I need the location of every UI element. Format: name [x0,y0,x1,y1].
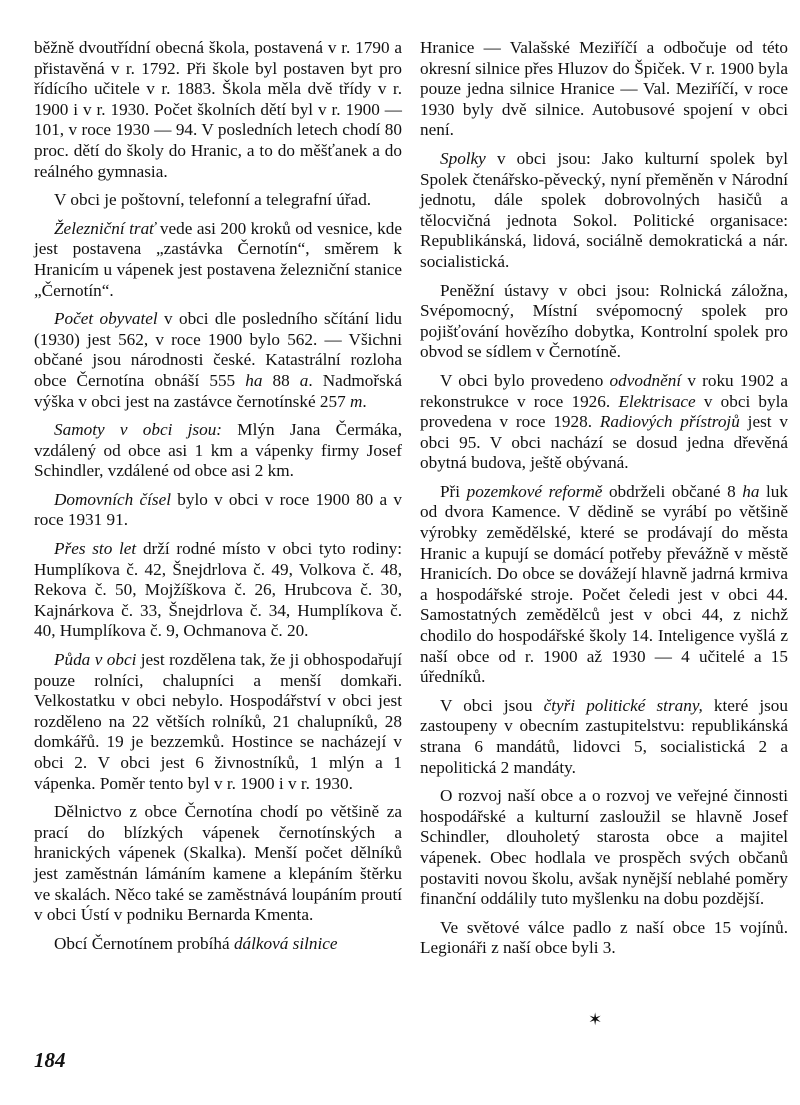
paragraph: Domovních čísel bylo v obci v roce 1900 80 a v roce 1931 91. [34,489,403,530]
paragraph: O rozvoj naší obce a o rozvoj ve veřejné činnosti hospodářské a kulturní zasloužil se hlavně Josef Schindler, dlouholetý starosta obce a majitel vápenek. Obec hodlala ve prospěch svých občanů postaviti novou školu, avšak nynější neblahé poměry finanční oddálily tuto myšlenku na dobu pozdější. [420,786,788,909]
paragraph: V obci bylo provedeno odvodnění v roku 1902 a rekonstrukce v roce 1926. Elektrisace v obci byla provedena v roce 1928. Radiových přístrojů jest v obci 95. V obci nachází se dosud jedna dřevěná obytná budova, ještě obývaná. [420,370,789,473]
paragraph: Přes sto let drží rodné místo v obci tyto rodiny: Humplíkova č. 42, Šnejdrlova č. 49, Volkova č. 48, Rekova č. 50, Mojžíškova č. 26, Hrubcova č. 30, Kajnárkova č. 33, Šnejdrlova č. 34, Humplíkova č. 40, Humplíkova č. 9, Ochmanova č. 20. [34,539,402,641]
paragraph: Peněžní ústavy v obci jsou: Rolnická záložna, Svépomocný, Místní svépomocný spolek pro pojišťování hovězího dobytka, Kontrolní spolek pro obvod se sídlem v Černotíně. [420,280,788,362]
paragraph: Počet obyvatel v obci dle posledního sčítání lidu (1930) jest 562, v roce 1900 bylo 562. — Všichni občané jsou národnosti české. Katastrální rozloha obce Černotína obnáší 555 ha 88 a. Nadmořská výška v obci jest na zastávce černotínské 257 m. [34,309,403,411]
paragraph: Dělnictvo z obce Černotína chodí po většině za prací do blízkých vápenek černotínských a hranických vápenek (Skalka). Menší počet dělníků jest zaměstnán lámáním kamene a klepáním štěrku ve skalách. Něco také se zaměstnává loupáním proutí v obci Ústí v podniku Bernarda Kmenta. [34,802,402,925]
paragraph: V obci jsou čtyři politické strany, které jsou zastoupeny v obecním zastupitelstvu: republikánská strana 6 mandátů, lidovci 5, socialistická 2 a nepolitická 2 mandáty. [420,695,788,777]
paragraph: V obci je poštovní, telefonní a telegrafní úřad. [54,190,372,210]
page-number: 184 [34,1048,66,1072]
paragraph: Při pozemkové reformě obdrželi občané 8 ha luk od dvora Kamence. V dědině se vyrábí po většině výrobky zemědělské, které se prodávají do města Hranic a kupují se domácí potřeby převážně v městě Hranicích. Do obce se dovážejí hlavně jadrná krmiva a hospodářské stroje. Počet čeledi jest v obci 44. Samostatných zemědělců jest v obci 44, z nichž chodilo do hospodářské školy 14. Inteligence vyšlá z naší obce od r. 1900 až 1930 — 4 učitelé a 15 úředníků. [420,481,788,687]
paragraph: Půda v obci jest rozdělena tak, že ji obhospodařují pouze rolníci, chalupníci a menší domkaři. Velkostatku v obci nebylo. Hospodářství v obci jest rozděleno na 22 větších rolníků, 21 chalupníků, 28 domkářů. 19 je bezzemků. Hostince se nacházejí v obci 2. V obci jest 6 živnostníků, 1 mlýn a 1 vápenka. Poměr tento byl v r. 1900 i v r. 1930. [34,650,402,793]
paragraph: běžně dvoutřídní obecná škola, postavená v r. 1790 a přistavěná v r. 1792. Při škole byl postaven byt pro řídícího učitele v r. 1883. Škola měla dvě třídy v r. 1900 i v r. 1930. Počet školních dětí byl v r. 1900 — 101, v roce 1930 — 94. V posledních letech chodí 80 proc. dětí do školy do Hranic, a to do měšťanek a do reálného gymnasia. [34,38,402,181]
paragraph: Hranice — Valašské Meziříčí a odbočuje od této okresní silnice přes Hluzov do Špiček. V r. 1900 byla pouze jedna silnice Hranice — Val. Meziříčí, v roce 1930 byly dvě silnice. Autobusové spojení v obci není. [420,38,788,140]
paragraph: Ve světové válce padlo z naší obce 15 vojínů. Legionáři z naší obce byli 3. [420,917,788,958]
left-text-column [34,38,402,962]
paragraph: Železniční trať vede asi 200 kroků od vesnice, kde jest postavena „zastávka Černotín“, směrem k Hranicím u vápenek jest postavena železniční stanice „Černotín“. [34,218,402,300]
section-end-star: ✶ [588,1010,603,1029]
right-text-column [420,38,788,967]
paragraph: Spolky v obci jsou: Jako kulturní spolek byl Spolek čtenářsko-pěvecký, nyní přeměněn v Národní jednotu, dále spolek dobrovolných hasičů a tělocvičná jednota Sokol. Politické organisace: Republikánská, lidová, sociálně demokratická a nár. socialistická. [420,148,788,271]
paragraph: Obcí Černotínem probíhá dálková silnice [54,933,338,953]
paragraph: Samoty v obci jsou: Mlýn Jana Čermáka, vzdálený od obce asi 1 km a vápenky firmy Josef Schindler, vzdálené od obce asi 2 km. [34,420,402,481]
